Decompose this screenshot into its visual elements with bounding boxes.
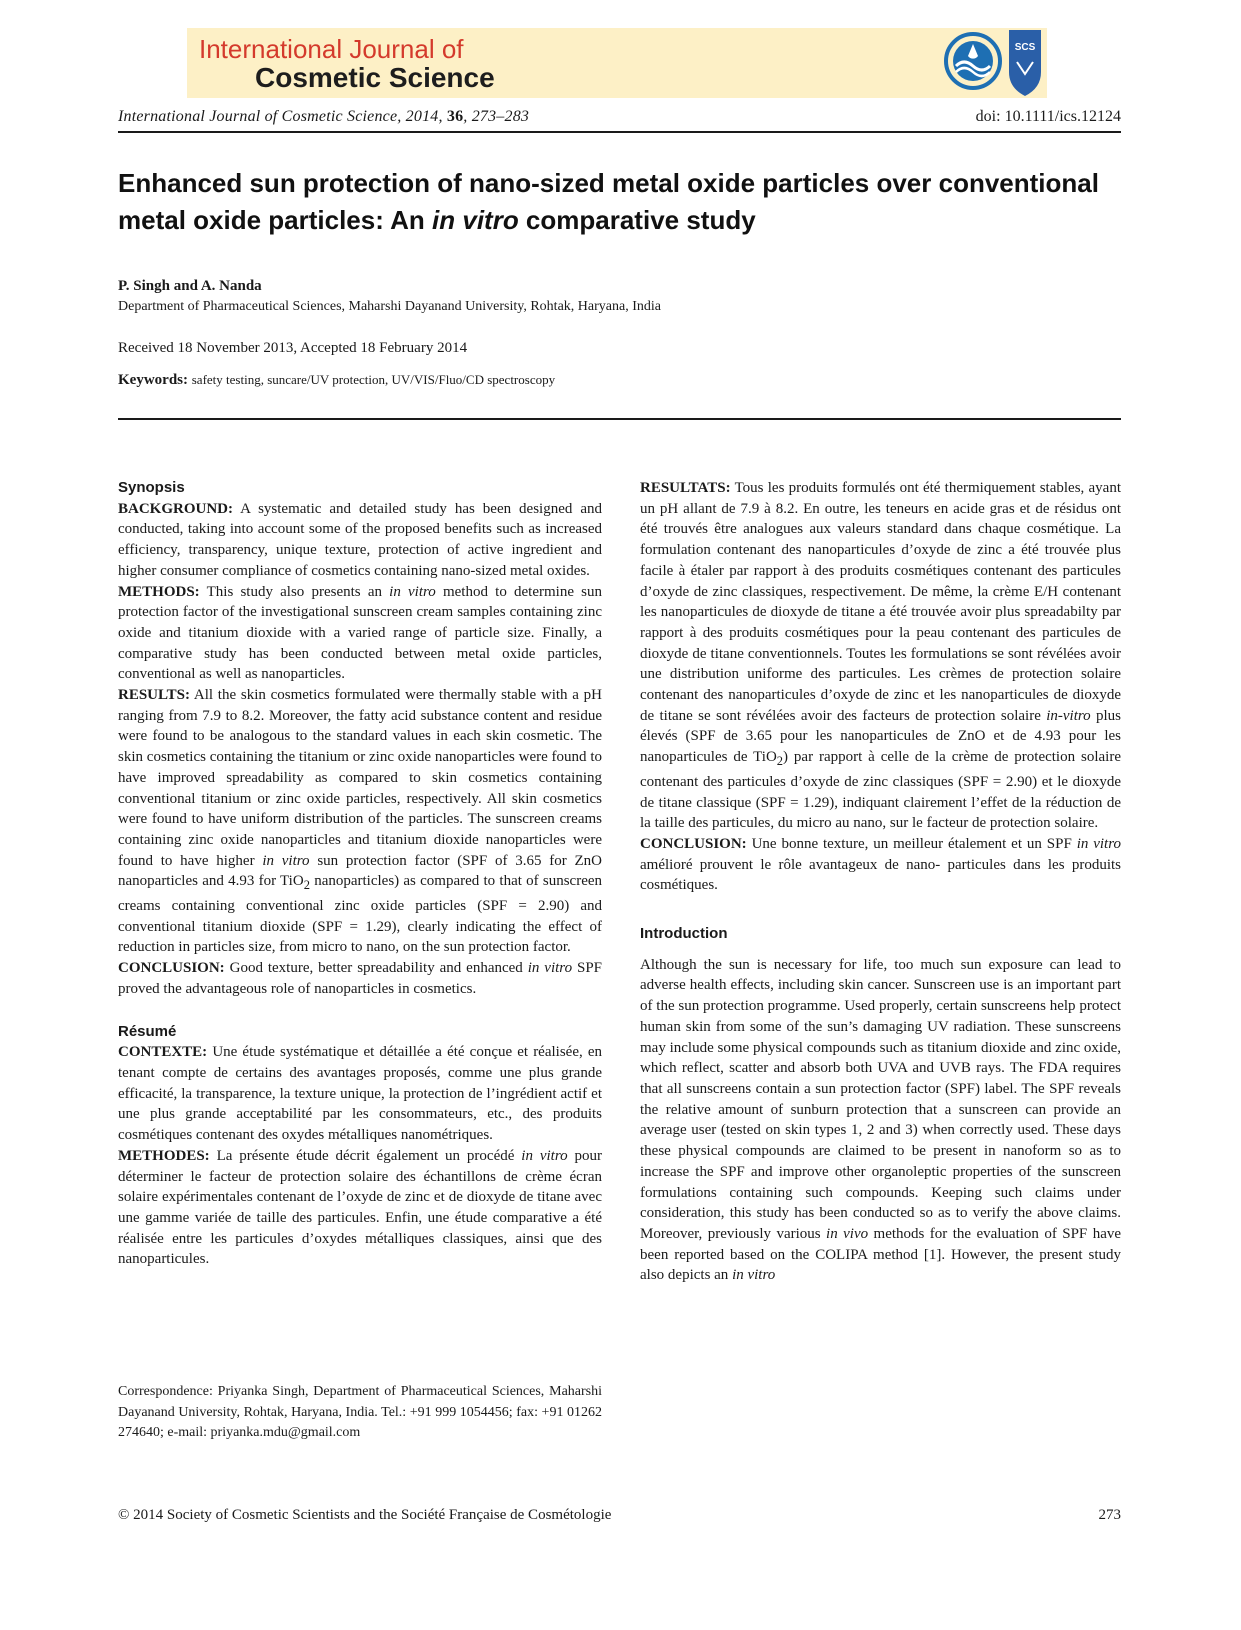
resume-resultats [640, 478, 1121, 834]
keywords-label: Keywords: [118, 372, 188, 388]
results-label: RESULTS: [118, 687, 190, 704]
synopsis-results [118, 685, 602, 958]
title-part2: comparative study [518, 205, 756, 235]
introduction-text [640, 955, 1121, 1286]
resume-contexte [118, 1042, 602, 1146]
copyright-footer: © 2014 Society of Cosmetic Scientists and the Société Française de Cosmétologie [118, 1507, 612, 1523]
resultats-subscript: 2 [776, 754, 784, 769]
methodes-text-b: pour déterminer le facteur de protection solaire des échantillons de crème écran solaire expérimentales contenant de l’oxyde de zinc et de dioxyde de titane avec une gamme variée de taille des particules. Enfin, une étude comparative a été réalisée entre les particules d’oxydes métalliques classiques, ainsi que des nanoparticules. [118, 1147, 603, 1268]
conclusion-italic: in vitro [527, 960, 573, 977]
resume-conclusion-italic: in vitro [1076, 835, 1122, 852]
citation-journal: International Journal of Cosmetic Science [118, 108, 398, 125]
synopsis-heading: Synopsis [118, 479, 185, 496]
doi-link[interactable]: doi: 10.1111/ics.12124 [975, 108, 1121, 125]
journal-name-line1: International Journal of [199, 34, 464, 64]
section-rule [118, 418, 1121, 420]
intro-italic-2: in vitro [732, 1267, 776, 1284]
introduction-heading: Introduction [640, 925, 728, 943]
scs-shield-logo-icon [1007, 28, 1043, 98]
correspondence-note: Correspondence: Priyanka Singh, Department of Pharmaceutical Sciences, Maharshi Dayanand University, Rohtak, Haryana, India. Tel.: +91 999 1054456; fax: +91 01262 274640; e-mail: priyanka.mdu@gmail.com [118, 1384, 602, 1440]
background-text: A systematic and detailed study has been designed and conducted, taking into account some of the proposed benefits such as increased efficiency, transparency, unique texture, protection of active ingredient and higher consumer compliance of cosmetics containing nano-sized metal oxides. [118, 500, 602, 579]
journal-banner [187, 28, 1047, 98]
journal-circle-logo-icon [942, 30, 1004, 92]
methods-italic: in vitro [389, 583, 436, 600]
contexte-text: Une étude systématique et détaillée a été conçue et réalisée, en tenant compte de certains des avantages proposés, comme une plus grande efficacité, la transparence, la texture unique, la protection de l’ingrédient actif et une plus grande acceptabilité par les consommateurs, etc., des produits cosmétiques contenant des oxydes métalliques nanométriques. [118, 1044, 603, 1144]
contexte-label: CONTEXTE: [118, 1044, 208, 1061]
methods-text-b: method to determine sun protection factor of the investigational sunscreen cream samples containing zinc oxide and titanium dioxide with a varied range of particle size. Finally, a comparative study has been conducted between metal oxide particles, conventional as well as nanoparticles. [118, 583, 602, 683]
resultats-text-c: ) par rapport à celle de la crème de protection solaire contenant des particules d’oxyde de zinc classiques (SPF = 2.90) et le dioxyde de titane classique (SPF = 1.29), indiquant clairement l’effet de la réduction de la taille des particules, du micro au nano, sur le facteur de protection solaire. [640, 749, 1121, 832]
svg-text:SCS: SCS [1014, 42, 1036, 53]
methodes-italic: in vitro [521, 1147, 568, 1164]
keywords [118, 372, 555, 389]
resume-conclusion-label: CONCLUSION: [640, 835, 747, 852]
title-part1: Enhanced sun protection of nano-sized metal oxide particles over conventional metal oxide particles: An [118, 168, 1099, 235]
article-title [118, 165, 1121, 239]
header-rule [118, 131, 1121, 133]
synopsis-conclusion [118, 958, 602, 999]
affiliation: Department of Pharmaceutical Sciences, Maharshi Dayanand University, Rohtak, Haryana, India [118, 299, 661, 314]
citation-year: 2014 [405, 108, 439, 125]
methodes-label: METHODES: [118, 1147, 210, 1164]
resume-conclusion [640, 834, 1121, 896]
conclusion-text-b: SPF proved the advantageous role of nanoparticles in cosmetics. [118, 960, 603, 997]
resultats-label: RESULTATS: [640, 480, 731, 496]
resultats-text-a: Tous les produits formulés ont été thermiquement stables, ayant un pH allant de 7.9 à 8.2. En outre, les teneurs en acide gras et de résidus ont été trouvés être analogues aux valeurs standard dans chaque cosmétique. La formulation contenant des nanoparticules d’oxyde de zinc a été trouvée plus facile à étaler par rapport à des produits cosmétiques contenant des particules d’oxyde de zinc classiques, respectivement. De même, la crème E/H contenant les nanoparticules de dioxyde de titane a été trouvée avoir plus spreadabilty par rapport à des produits cosmétiques pour la peau contenant des particules de dioxyde de titane conventionnels. Toutes les formulations se sont révélées avoir une distribution uniforme des particules. Les crèmes de protection solaire contenant des nanoparticules d’oxyde de zinc et les nanoparticules de dioxyde de titane se sont révélées avoir des facteurs de protection solaire [640, 480, 1121, 724]
conclusion-text-a: Good texture, better spreadability and enhanced [229, 960, 523, 977]
title-italic: in vitro [432, 205, 519, 235]
citation-pages: 273–283 [471, 108, 530, 125]
results-text-b: sun protection factor (SPF of 3.65 for ZnO nanoparticles and 4.93 for TiO [118, 852, 602, 890]
resume-heading: Résumé [118, 1022, 177, 1040]
right-column [640, 478, 1121, 1286]
received-dates: Received 18 November 2013, Accepted 18 February 2014 [118, 340, 468, 356]
synopsis-methods [118, 582, 602, 686]
background-label: BACKGROUND: [118, 500, 233, 517]
conclusion-label: CONCLUSION: [118, 960, 225, 977]
results-subscript: 2 [303, 878, 310, 893]
keywords-value: safety testing, suncare/UV protection, UV/VIS/Fluo/CD spectroscopy [191, 372, 556, 387]
citation-line: International Journal of Cosmetic Science, 2014, 36, 273–283 [118, 108, 530, 125]
resume-conclusion-text-a: Une bonne texture, un meilleur étalement et un SPF [751, 835, 1072, 852]
results-italic: in vitro [262, 852, 310, 869]
methods-text-a: This study also presents an [206, 583, 382, 600]
results-text-c: nanoparticles) as compared to that of sunscreen creams containing conventional zinc oxide particles (SPF = 2.90) and conventional titanium dioxide (SPF = 1.29), clearly indicating the effect of reduction in particles size, from micro to nano, on the sun protection factor. [118, 873, 603, 956]
intro-text-b: methods for the evaluation of SPF have been reported based on the COLIPA method [1]. However, the present study also depicts an [640, 1225, 1122, 1284]
resultats-text-b: plus élevés (SPF de 3.65 pour les nanoparticules de ZnO et de 4.93 pour les nanoparticules de TiO [640, 707, 1122, 766]
resume-conclusion-text-b: amélioré prouvent le rôle avantageux de nano- particules dans les produits cosmétiques. [640, 856, 1121, 894]
intro-text-a: Although the sun is necessary for life, too much sun exposure can lead to adverse health effects, including skin cancer. Sunscreen use is an important part of the sun protection programme. Used properly, certain sunscreens help protect human skin from some of the sun’s damaging UV radiation. These sunscreens may include some physical compounds such as titanium dioxide and zinc oxide, which reflect, scatter and absorb both UVA and UVB rays. The FDA requires that all sunscreens contain a sun protection factor (SPF) label. The SPF reveals the relative amount of sunburn protection that a sunscreen can provide an average user (tested on skin types 1, 2 and 3) when correctly used. These days these physical compounds are claimed to be present in nanoform so as to increase the SPF and improve other organoleptic properties of the sunscreen formulations containing such compounds. Keeping such claims under consideration, this study has been conducted so as to verify the above claims. Moreover, previously various [640, 956, 1121, 1242]
journal-name-line2: Cosmetic Science [255, 62, 495, 93]
citation-volume: 36 [446, 108, 464, 125]
page-number: 273 [1098, 1507, 1121, 1523]
resultats-italic: in-vitro [1046, 707, 1091, 724]
results-text-a: All the skin cosmetics formulated were thermally stable with a pH ranging from 7.9 to 8.2. Moreover, the fatty acid substance content and residue were found to be analogous to the standard values in each skin cosmetic. The skin cosmetics containing the titanium or zinc oxide nanoparticles were found to have improved spreadability as compared to skin cosmetics containing conventional titanium or zinc oxide particles, respectively. All skin cosmetics were found to have uniform distribution of the particles. The sunscreen creams containing zinc oxide nanoparticles and titanium dioxide nanoparticles were found to have higher [118, 687, 602, 869]
methods-label: METHODS: [118, 583, 200, 600]
intro-italic-1: in vivo [826, 1225, 869, 1242]
synopsis-background [118, 499, 602, 582]
left-column [118, 478, 602, 1270]
resume-methodes [118, 1146, 602, 1270]
methodes-text-a: La présente étude décrit également un procédé [216, 1147, 515, 1164]
authors: P. Singh and A. Nanda [118, 278, 262, 294]
